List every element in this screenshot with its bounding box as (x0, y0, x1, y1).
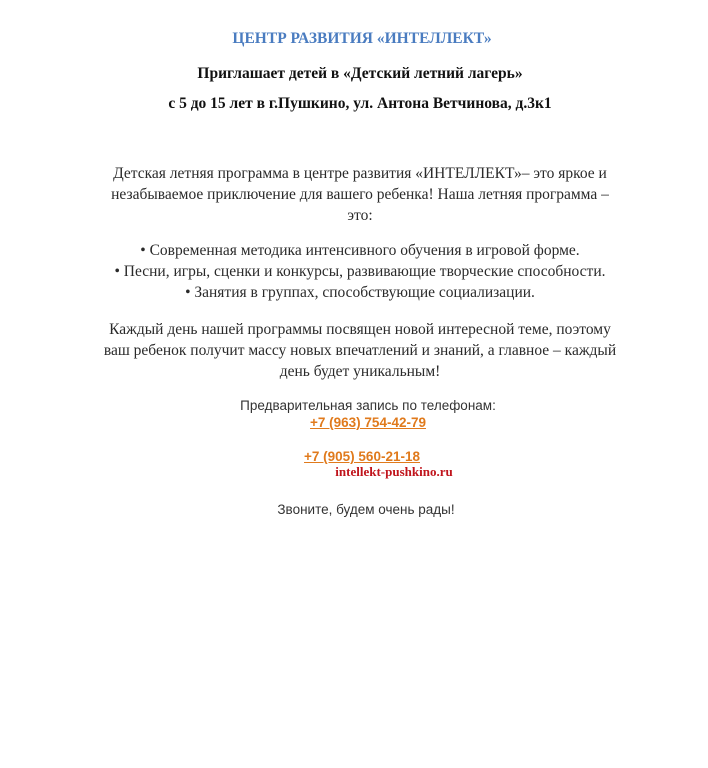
intro-line: Детская летняя программа в центре развития «ИНТЕЛЛЕКТ»– это яркое и (113, 165, 607, 182)
conclusion-line: Каждый день нашей программы посвящен новой интересной теме, поэтому (109, 321, 611, 338)
age-and-address: с 5 до 15 лет в г.Пушкино, ул. Антона Ветчинова, д.3к1 (168, 95, 552, 112)
conclusion-line: ваш ребенок получит массу новых впечатлений и знаний, а главное – каждый (103, 342, 617, 359)
camp-invitation: Приглашает детей в «Детский летний лагерь» (197, 65, 523, 82)
phone-link-1[interactable]: +7 (963) 754-42-79 (310, 415, 426, 430)
intro-line: незабываемое приключение для вашего ребенка! Наша летняя программа – (111, 186, 609, 203)
conclusion-paragraph (6, 319, 708, 382)
intro-line: это: (347, 207, 373, 224)
conclusion-line: день будет уникальным! (279, 363, 441, 380)
feature-item: • Песни, игры, сценки и конкурсы, развивающие творческие способности. (114, 263, 606, 280)
center-title: ЦЕНТР РАЗВИТИЯ «ИНТЕЛЛЕКТ» (232, 30, 492, 47)
phone-row-1 (14, 414, 708, 432)
feature-item: • Современная методика интенсивного обучения в игровой форме. (140, 242, 580, 259)
closing-text: Звоните, будем очень рады! (277, 502, 455, 517)
intro-paragraph (6, 163, 708, 226)
feature-list (6, 240, 708, 303)
prereg-label: Предварительная запись по телефонам: (240, 398, 496, 413)
website-link[interactable]: intellekt-pushkino.ru (335, 464, 453, 479)
feature-item: • Занятия в группах, способствующие социализации. (185, 284, 535, 301)
phone-link-2[interactable]: +7 (905) 560-21-18 (304, 449, 420, 464)
